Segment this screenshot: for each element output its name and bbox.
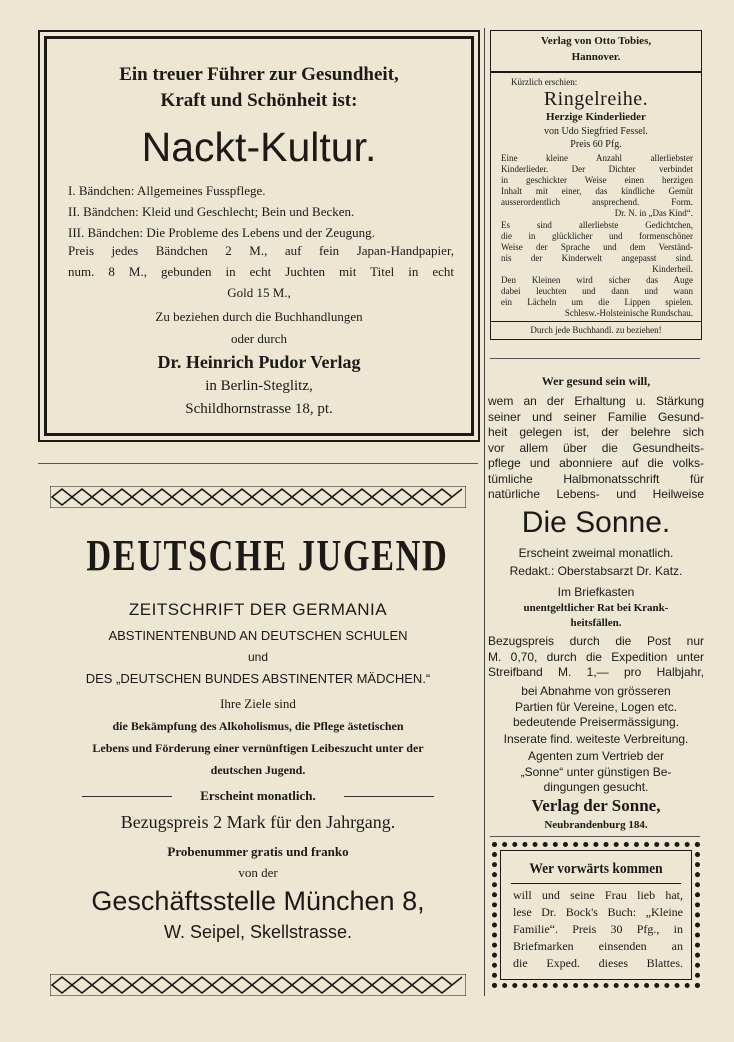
review-3-line: Den Kleinen wird sicher das Auge — [501, 275, 693, 285]
bock-body — [513, 887, 683, 972]
divider-left — [38, 463, 478, 464]
jugend-address: W. Seipel, Skellstrasse. — [163, 922, 353, 942]
sonne-advice-2: heitsfällen. — [570, 617, 622, 629]
jugend-line-1: ABSTINENTENBUND AN DEUTSCHEN SCHULEN — [108, 628, 408, 643]
sonne-publisher: Verlag der Sonne, — [531, 796, 661, 815]
nacktkultur-headline-1: Ein treuer Führer zur Gesundheit, — [119, 64, 399, 85]
nacktkultur-source-1: Zu beziehen durch die Buchhandlungen — [155, 309, 363, 324]
review-1-line: Eine kleine Anzahl allerliebster — [501, 153, 693, 163]
jugend-line-2: und — [247, 650, 269, 664]
bock-headline: Wer vorwärts kommen — [529, 861, 663, 877]
bock-body-line: Familie“. Preis 30 Pfg., in — [513, 922, 683, 936]
ringelreihe-subtitle: Herzige Kinderlieder — [546, 111, 646, 123]
nacktkultur-volumes — [68, 180, 375, 243]
bock-body-line: die Exped. dieses Blattes. — [513, 956, 683, 970]
ringelreihe-price: Preis 60 Pfg. — [570, 139, 622, 150]
ringelreihe-ad — [490, 30, 702, 340]
review-2-line: die in glücklicher und formenschöner — [501, 231, 693, 241]
sonne-title: Die Sonne. — [521, 506, 671, 539]
sonne-intro — [488, 394, 704, 503]
sonne-bulk — [488, 684, 704, 731]
sonne-price-line: Streifband M. 1,— pro Halbjahr, — [488, 665, 704, 679]
bock-body-line: will und seine Frau lieb hat, — [513, 888, 683, 902]
review-2-line: Es sind allerliebste Gedichtchen, — [501, 220, 693, 230]
nacktkultur-price-2: num. 8 M., gebunden in echt Juchten mit Titel in echt — [68, 264, 454, 279]
ringelreihe-title: Ringelreihe. — [543, 88, 649, 110]
sonne-bulk-line: Partien für Vereine, Logen etc. — [514, 699, 678, 714]
sonne-intro-line: tümliche Halbmonatsschrift für — [488, 471, 704, 486]
sonne-headline: Wer gesund sein will, — [541, 374, 651, 388]
bock-body-line: lese Dr. Bock's Buch: „Kleine — [513, 905, 683, 919]
review-1-line: Kinderlieder. Der Dichter verbindet — [501, 164, 693, 174]
ringelreihe-review-3 — [501, 275, 693, 319]
jugend-subtitle: ZEITSCHRIFT DER GERMANIA — [128, 600, 388, 619]
nacktkultur-publisher: Dr. Heinrich Pudor Verlag — [157, 352, 361, 372]
sonne-ad — [488, 372, 704, 834]
nacktkultur-city: in Berlin-Steglitz, — [205, 378, 313, 394]
ringelreihe-review-1 — [501, 153, 693, 219]
review-3-source: Schlesw.-Holsteinische Rundschau. — [564, 308, 693, 318]
sonne-agents-line: dingungen gesucht. — [543, 780, 649, 794]
sonne-intro-line: wem an der Erhaltung u. Stärkung — [488, 394, 704, 408]
sonne-agents-line: Agenten zum Vertrieb der — [527, 749, 665, 763]
jugend-aims-1: Ihre Ziele sind — [220, 696, 296, 711]
sonne-intro-line: seiner und seiner Familie Gesund- — [488, 409, 704, 424]
jugend-aims-2: die Bekämpfung des Alkoholismus, die Pflege ästetischen — [112, 719, 404, 733]
jugend-price: Bezugspreis 2 Mark für den Jahrgang. — [120, 812, 396, 832]
sonne-price-line: Bezugspreis durch die Post nur — [488, 634, 704, 648]
divider-right — [490, 358, 700, 359]
sonne-intro-line: heit gelegen ist, der belehre sich — [488, 425, 704, 439]
jugend-aims-3: Lebens und Förderung einer vernünftigen Leibeszucht unter der — [92, 741, 424, 755]
nacktkultur-street: Schildhornstrasse 18, pt. — [185, 401, 333, 417]
ornament-bottom — [50, 974, 466, 996]
jugend-aims-4: deutschen Jugend. — [210, 763, 306, 777]
ringelreihe-review-2 — [501, 220, 693, 275]
review-1-line: ausserordentlich ansprechend. Form. — [501, 197, 693, 207]
nacktkultur-source-2: oder durch — [231, 331, 287, 346]
sonne-editor: Redakt.: Oberstabsarzt Dr. Katz. — [509, 564, 683, 578]
ringelreihe-publisher-1: Verlag von Otto Tobies, — [540, 35, 652, 47]
nacktkultur-price-3: Gold 15 M., — [227, 285, 291, 300]
jugend-line-3: DES „DEUTSCHEN BUNDES ABSTINENTER MÄDCHEN.“ — [85, 671, 431, 686]
ringelreihe-new: Kürzlich erschien: — [511, 77, 578, 87]
nacktkultur-headline-2: Kraft und Schönheit ist: — [160, 90, 358, 111]
sonne-intro-line: pflege und abonniere auf die volks- — [488, 456, 704, 470]
volume-1: I. Bändchen: Allgemeines Fusspflege. — [68, 183, 266, 198]
sonne-agents — [488, 749, 704, 796]
review-2-source: Kinderheil. — [652, 264, 693, 274]
jugend-ad — [38, 480, 478, 1000]
nacktkultur-title: Nackt-Kultur. — [141, 124, 377, 170]
sonne-agents-line: „Sonne“ unter günstigen Be- — [520, 764, 672, 779]
sonne-frequency: Erscheint zweimal monatlich. — [518, 546, 674, 560]
sonne-bulk-line: bei Abnahme von grösseren — [521, 684, 671, 698]
review-2-line: nis der Kinderwelt angepasst sind. — [501, 253, 693, 263]
sonne-city: Neubrandenburg 184. — [544, 819, 648, 831]
sonne-mailbox: Im Briefkasten — [557, 585, 635, 599]
sonne-price-line: M. 0,70, durch die Expedition unter — [488, 649, 704, 664]
jugend-title: DEUTSCHE JUGEND — [86, 531, 449, 580]
ringelreihe-publisher-2: Hannover. — [571, 51, 621, 63]
jugend-office: Geschäftsstelle München 8, — [91, 886, 425, 916]
jugend-sample: Probenummer gratis und franko — [167, 844, 349, 859]
review-1-source: Dr. N. in „Das Kind“. — [614, 208, 693, 218]
volume-3: III. Bändchen: Die Probleme des Lebens und der Zeugung. — [68, 225, 375, 240]
nacktkultur-ad — [38, 30, 480, 442]
sonne-price — [488, 634, 704, 681]
ornament-top — [50, 486, 466, 508]
volume-2: II. Bändchen: Kleid und Geschlecht; Bein und Becken. — [68, 204, 355, 219]
review-1-line: in geschickter Weise einen herzigen — [501, 175, 693, 185]
bock-ad — [492, 842, 700, 988]
column-separator — [484, 28, 485, 996]
sonne-ads: Inserate find. weiteste Verbreitung. — [503, 732, 689, 746]
review-1-line: Inhalt mit einer, das kindliche Gemüt — [501, 186, 693, 196]
sonne-intro-line: vor allem über die Gesundheits- — [488, 440, 704, 455]
bock-body-line: Briefmarken einsenden an — [513, 939, 683, 953]
jugend-from: von der — [238, 865, 278, 880]
review-3-line: dabei leuchten und dann und wann — [501, 286, 693, 296]
sonne-intro-line: natürliche Lebens- und Heilweise — [488, 487, 704, 501]
divider-right-2 — [490, 836, 700, 837]
ringelreihe-footer: Durch jede Buchhandl. zu beziehen! — [530, 325, 662, 335]
sonne-bulk-line: bedeutende Preisermässigung. — [512, 715, 680, 729]
nacktkultur-price-1: Preis jedes Bändchen 2 M., auf fein Japan-Handpapier, — [68, 243, 454, 258]
sonne-advice-1: unentgeltlicher Rat bei Krank- — [523, 602, 669, 614]
ringelreihe-author: von Udo Siegfried Fessel. — [544, 126, 648, 137]
review-2-line: Weise der Sprache und dem Verständ- — [501, 242, 693, 252]
jugend-frequency: Erscheint monatlich. — [200, 788, 316, 803]
review-3-line: ein Lächeln um die Lippen spielen. — [501, 297, 693, 307]
